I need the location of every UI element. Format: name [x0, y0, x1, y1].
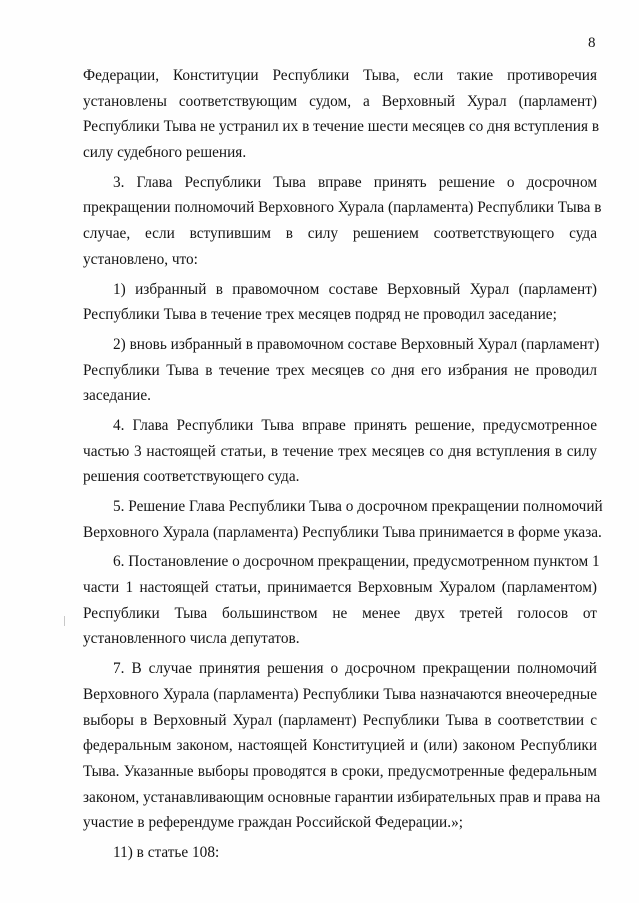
- margin-mark: [64, 616, 65, 626]
- text-line: части 1 настоящей статьи, принимается Верховным Хуралом (парламентом): [83, 579, 597, 597]
- text-line: Республики Тыва большинством не менее двух третей голосов от: [83, 604, 597, 622]
- text-line: выборы в Верховный Хурал (парламент) Республики Тыва в соответствии с: [83, 711, 597, 729]
- text-line: установленного числа депутатов.: [83, 630, 300, 648]
- text-line: 7. В случае принятия решения о досрочном прекращении полномочий: [113, 660, 597, 678]
- text-line: 6. Постановление о досрочном прекращении, предусмотренном пунктом 1: [113, 553, 600, 571]
- text-line: Тыва. Указанные выборы проводятся в сроки, предусмотренные федеральным: [83, 762, 597, 780]
- text-line: Верховного Хурала (парламента) Республики Тыва назначаются внеочередные: [83, 685, 597, 703]
- text-line: Республики Тыва в течение трех месяцев со дня его избрания не проводил: [83, 361, 597, 379]
- text-line: прекращении полномочий Верховного Хурала (парламента) Республики Тыва в: [83, 199, 602, 217]
- text-line: силу судебного решения.: [83, 144, 247, 162]
- text-line: 11) в статье 108:: [113, 843, 220, 861]
- text-line: 2) вновь избранный в правомочном составе Верховный Хурал (парламент): [113, 335, 600, 353]
- text-line: решения соответствующего суда.: [83, 468, 300, 486]
- text-line: 4. Глава Республики Тыва вправе принять решение, предусмотренное: [113, 416, 597, 434]
- text-line: частью 3 настоящей статьи, в течение трех месяцев со дня вступления в силу: [83, 442, 597, 460]
- text-line: Верховного Хурала (парламента) Республики Тыва принимается в форме указа.: [83, 523, 602, 541]
- text-line: 3. Глава Республики Тыва вправе принять решение о досрочном: [113, 173, 597, 191]
- text-line: законом, устанавливающим основные гарантии избирательных прав и права на: [83, 788, 601, 806]
- page-number: 8: [588, 35, 596, 51]
- text-line: федеральным законом, настоящей Конституцией и (или) законом Республики: [83, 737, 597, 755]
- text-line: 1) избранный в правомочном составе Верховный Хурал (парламент): [113, 280, 597, 298]
- text-line: Республики Тыва в течение трех месяцев подряд не проводил заседание;: [83, 306, 557, 324]
- text-line: Федерации, Конституции Республики Тыва, если такие противоречия: [83, 67, 597, 84]
- text-line: установлено, что:: [83, 250, 198, 268]
- text-line: случае, если вступившим в силу решением соответствующего суда: [83, 225, 597, 243]
- text-line: заседание.: [83, 387, 151, 405]
- text-line: участие в референдуме граждан Российской Федерации.»;: [83, 814, 463, 832]
- text-line: 5. Решение Глава Республики Тыва о досрочном прекращении полномочий: [113, 498, 603, 515]
- body-text: [83, 63, 603, 866]
- text-line: Республики Тыва не устранил их в течение шести месяцев со дня вступления в: [83, 118, 600, 136]
- text-line: установлены соответствующим судом, а Верховный Хурал (парламент): [83, 92, 597, 110]
